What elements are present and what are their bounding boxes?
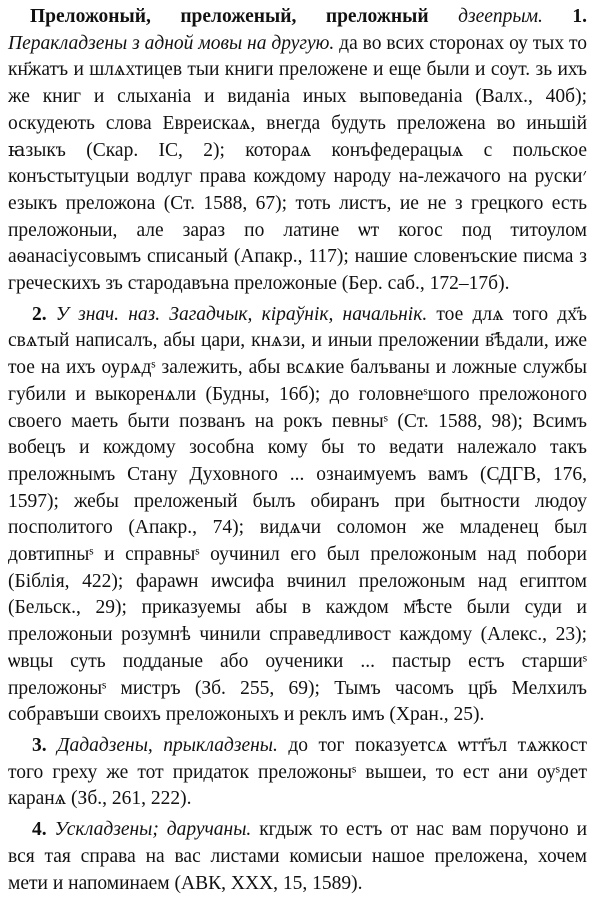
sense-1-citations: да во всих сторонах оу тых то кн҃жатъ и шлѧхтицев тыи книги преложене и еще были и соут. зь ихъ же книг и слыханіа и виданіа иных выповеданіа (Валх., 40б); оскудеють слова Евреискаѧ, внегда будуть преложена во иньшій ꙗзыкъ (Скар. ІС, 2); котораѧ конъфедерацыѧ с польское конъстытуцыи водлуг права кождому народу на-лежачого на руски׳ езыкъ преложона (Ст. 1588, 67); тоть листъ, ие не з грецкого есть преложоныи, але зараз по латине ѡт когос под титоулом аѳанасіусовымъ списаный (Апакр., 117); нашие словенъские писма з греческихъ зъ стародавъна преложоные (Бер. саб., 172–17б). [8, 32, 587, 295]
sense-4-number: 4. [32, 819, 47, 841]
sense-3-number: 3. [32, 734, 47, 756]
sense-1-gloss: Перакладзены з адной мовы на другую. [8, 32, 335, 54]
sense-2-paragraph [8, 302, 587, 729]
sense-2-gloss: У знач. наз. Загадчык, кіраўнік, начальнік. [55, 303, 428, 325]
sense-1-paragraph [8, 4, 587, 298]
sense-1-number: 1. [572, 6, 588, 27]
sense-2-citations: тое длѧ того дх҃ъ свѧтый написалъ, абы цари, кнѧзи, и иныи преложении в҃ѣдали, иже тое на ихъ оурѧдˢ залежить, абы всѧкие балъваны и ложные службы губили и выкоренѧли (Будны, 16б); до головнеˢшого преложоного своего маеть быти позванъ на рокъ певныˢ (Ст. 1588, 98); Всимъ вобецъ и кождому зособна кому бы то ведати належало такъ преложнымъ Стану Духовного ... ознаимуемъ вамъ (СДГВ, 176, 1597); жебы преложеный былъ обиранъ при бытности людоу посполитого (Апакр., 74); видѧчи соломон же младенец был довтипныˢ и справныˢ оучинил его был преложоным над побори (Біблія, 422); фараѡн иѡсифа вчинил преложоным над египтом (Бельск., 29); приказуемы абы в каждом м҃ѣсте были суди и преложоныи розумнѣ чинили справедливост каждому (Алекс., 23); ѡвцы суть подданые або оученики ... пастыр естъ старшиˢ преложоныˢ мистръ (Зб. 255, 69); Тымъ часомъ цр҃ь Мелхилъ собравъши своихъ преложоныхъ и реклъ имъ (Хран., 25). [8, 303, 588, 726]
sense-4-paragraph [8, 817, 587, 897]
headword: Преложоный, преложеный, преложный [30, 6, 429, 27]
grammar-label: дзеепрым. [458, 6, 543, 27]
sense-4-citations: кгдыж то естъ от нас вам поручоно и вся тая справа на вас листами комисыи нашое преложена, хочем мети и напоминаем (АВК, XXX, 15, 1589). [8, 819, 588, 894]
sense-3-gloss: Дададзены, прыкладзены. [57, 734, 278, 756]
sense-4-gloss: Ускладзены; даручаны. [54, 819, 252, 841]
sense-3-citations: до тог показуетсѧ ѡтт҃ъл тѧжкост того греху же тот придаток преложоныˢ вышеи, то ест ани оуˢдет каранѧ (Зб., 261, 222). [8, 734, 588, 810]
sense-2-number: 2. [32, 303, 47, 325]
sense-3-paragraph [8, 733, 587, 813]
